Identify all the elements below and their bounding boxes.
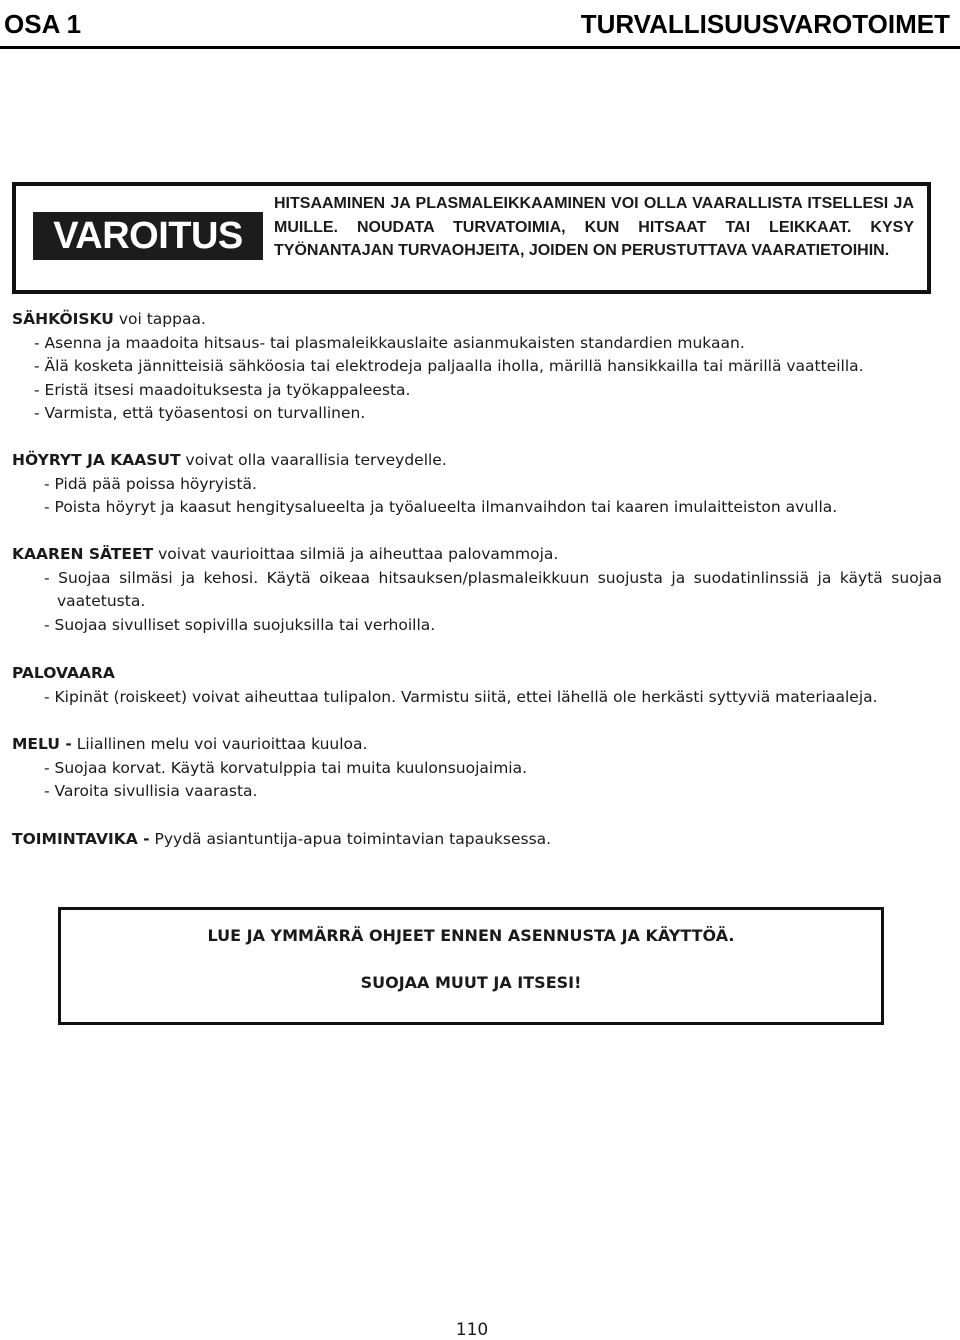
section-fumes xyxy=(12,449,942,520)
heading-rest: Liiallinen melu voi vaurioittaa kuuloa. xyxy=(71,735,368,753)
section-heading xyxy=(12,662,942,686)
list-item: - Asenna ja maadoita hitsaus- tai plasmaleikkauslaite asianmukaisten standardien mukaan. xyxy=(34,333,745,352)
list-item: - Pidä pää poissa höyryistä. xyxy=(44,474,257,493)
section-fire xyxy=(12,662,942,709)
section-heading xyxy=(12,828,942,852)
warning-label: VAROITUS xyxy=(33,212,263,260)
notice-line-read-instructions: LUE JA YMMÄRRÄ OHJEET ENNEN ASENNUSTA JA KÄYTTÖÄ. xyxy=(207,926,735,945)
list-item: - Eristä itsesi maadoituksesta ja työkappaleesta. xyxy=(34,380,411,399)
page-title: TURVALLISUUSVAROTOIMET xyxy=(580,9,950,39)
heading-rest: voivat olla vaarallisia terveydelle. xyxy=(180,451,447,469)
page-header xyxy=(0,0,960,48)
section-electric-shock xyxy=(12,308,942,426)
section-malfunction xyxy=(12,828,942,852)
list-item: - Suojaa silmäsi ja kehosi. Käytä oikeaa hitsauksen/plasmaleikkuun suojusta ja suodatinlinssiä ja käytä suojaa vaatetusta. xyxy=(44,568,942,610)
list-item: - Varmista, että työasentosi on turvallinen. xyxy=(34,404,366,422)
heading-bold: KAAREN SÄTEET xyxy=(12,545,154,563)
list-item: - Varoita sivullisia vaarasta. xyxy=(44,782,258,800)
heading-bold: MELU - xyxy=(12,735,72,753)
section-noise xyxy=(12,733,942,804)
warning-text: HITSAAMINEN JA PLASMALEIKKAAMINEN VOI OLLA VAARALLISTA ITSELLESI JA MUILLE. NOUDATA TURVATOIMIA, KUN HITSAAT TAI LEIKKAAT. KYSY TYÖNANTAJAN TURVAOHJEITA, JOIDEN ON PERUSTUTTAVA VAARATIETOIHIN. xyxy=(274,195,914,259)
section-label: OSA 1 xyxy=(4,9,82,39)
list-item: - Poista höyryt ja kaasut hengitysalueelta ja työalueelta ilmanvaihdon tai kaaren imulaitteiston avulla. xyxy=(44,498,838,516)
section-heading xyxy=(12,308,942,332)
heading-bold: TOIMINTAVIKA - xyxy=(12,830,150,848)
heading-bold: SÄHKÖISKU xyxy=(12,310,114,328)
warning-box xyxy=(12,182,931,294)
section-heading xyxy=(12,449,942,473)
list-item: - Suojaa sivulliset sopivilla suojuksilla tai verhoilla. xyxy=(44,615,436,634)
heading-bold: PALOVAARA xyxy=(12,664,115,682)
header-divider xyxy=(0,46,960,49)
section-heading xyxy=(12,543,942,567)
notice-box xyxy=(58,907,884,1025)
heading-rest: voivat vaurioittaa silmiä ja aiheuttaa palovammoja. xyxy=(153,545,559,563)
heading-rest: Pyydä asiantuntija-apua toimintavian tapauksessa. xyxy=(149,830,552,848)
section-arc-rays xyxy=(12,543,942,637)
heading-rest: voi tappaa. xyxy=(113,310,206,328)
list-item: - Suojaa korvat. Käytä korvatulppia tai muita kuulonsuojaimia. xyxy=(44,758,528,777)
list-item: - Älä kosketa jännitteisiä sähköosia tai elektrodeja paljaalla iholla, märillä hansikkailla tai märillä vaatteilla. xyxy=(34,357,864,375)
page-number: 110 xyxy=(455,1320,489,1340)
notice-line-protect: SUOJAA MUUT JA ITSESI! xyxy=(360,973,582,992)
heading-bold: HÖYRYT JA KAASUT xyxy=(12,451,181,469)
section-heading xyxy=(12,733,942,757)
list-item: - Kipinät (roiskeet) voivat aiheuttaa tulipalon. Varmistu siitä, ettei lähellä ole herkästi syttyviä materiaaleja. xyxy=(44,687,878,706)
